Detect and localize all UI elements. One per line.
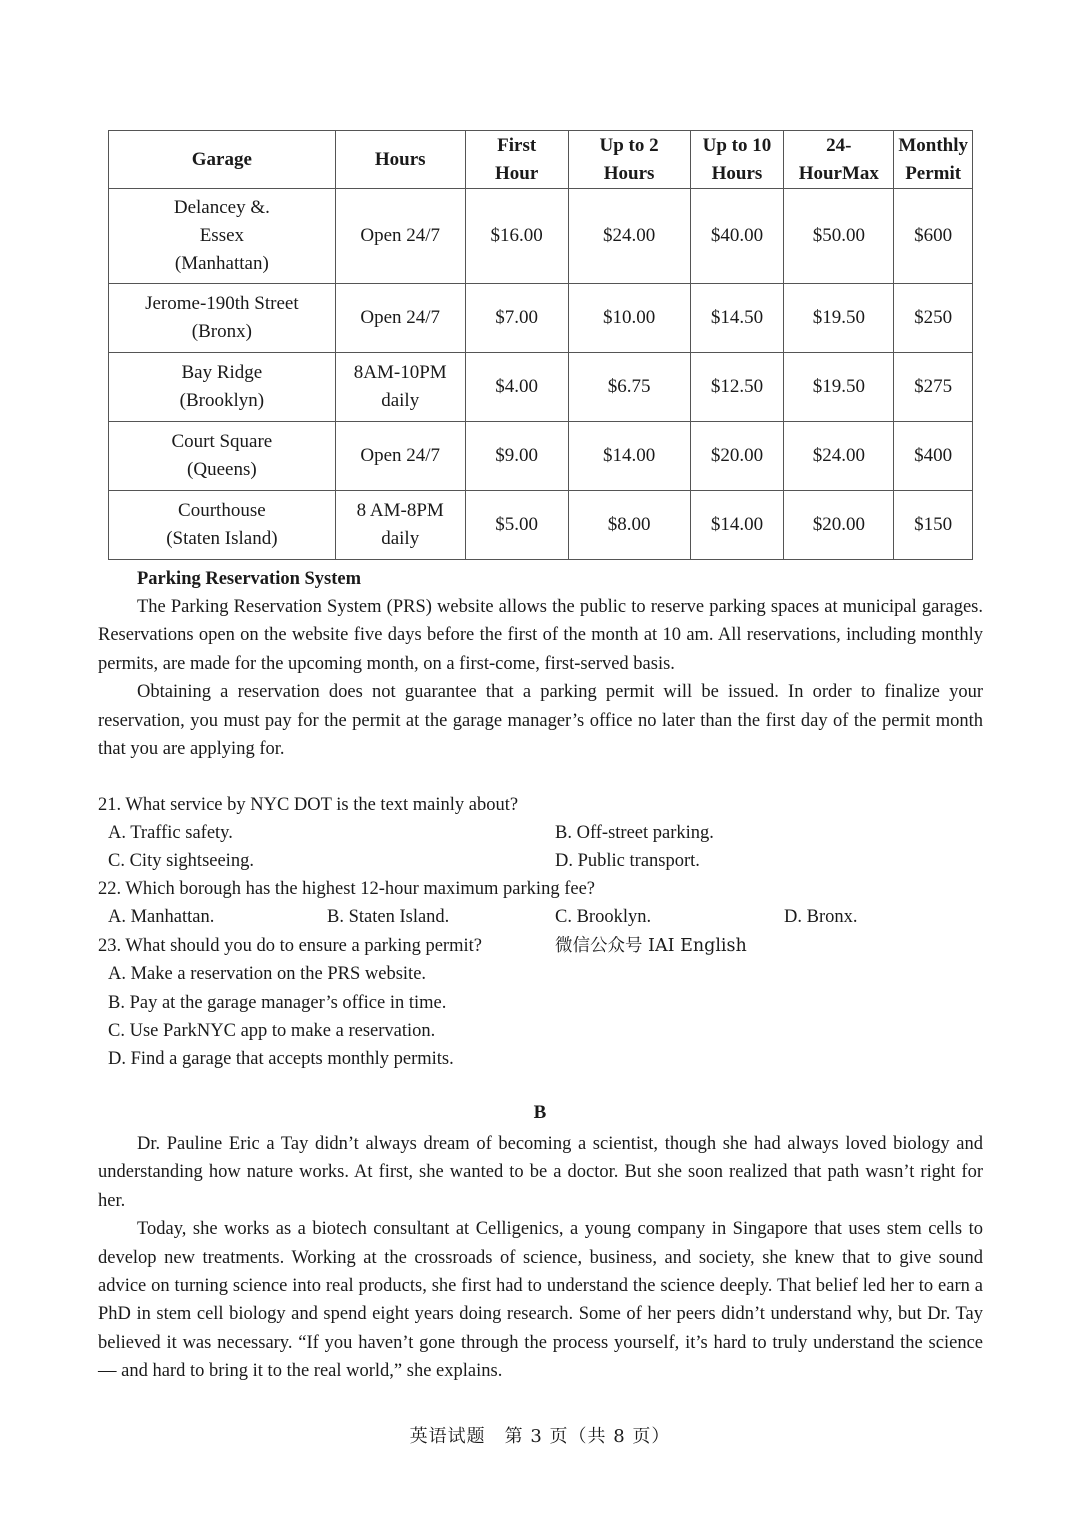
header-up-to-2: Up to 2 Hours [568, 131, 690, 189]
option-21c: C. City sightseeing. [108, 851, 254, 871]
header-first-hour: First Hour [465, 131, 568, 189]
option-21d: D. Public transport. [555, 851, 700, 871]
option-23c: C. Use ParkNYC app to make a reservation. [108, 1021, 436, 1041]
up-to-2-cell: $14.00 [568, 422, 690, 491]
up-to-10-cell: $40.00 [690, 189, 784, 284]
option-22b: B. Staten Island. [327, 907, 450, 927]
hours-cell: 8 AM-8PM daily [335, 491, 465, 560]
prs-paragraph-1: The Parking Reservation System (PRS) website allows the public to reserve parking spaces at municipal garages. Reservations open on the website five days before the first of the month at 10 am. All reservations, including monthly permits, are made for the upcoming month, on a first-come, first-served basis. [98, 597, 983, 674]
hours-cell: Open 24/7 [335, 284, 465, 353]
question-21: 21. What service by NYC DOT is the text mainly about? [98, 795, 519, 815]
hours-cell: Open 24/7 [335, 189, 465, 284]
garage-cell: Bay Ridge (Brooklyn) [109, 353, 336, 422]
table-row [109, 284, 973, 353]
section-b-paragraph-2: Today, she works as a biotech consultant at Celligenics, a young company in Singapore that uses stem cells to develop new treatments. Working at the crossroads of science, business, and society, she knew that to give sound advice on turning science into real products, she first had to understand the science deeply. That belief led her to earn a PhD in stem cell biology and spend eight years doing research. Some of her peers didn’t understand why, but Dr. Tay believed it was necessary. “If you haven’t gone through the process yourself, it’s hard to truly understand the science — and hard to bring it to the real world,” she explains. [98, 1219, 983, 1382]
prs-heading: Parking Reservation System [137, 569, 362, 589]
option-23b: B. Pay at the garage manager’s office in time. [108, 993, 447, 1013]
first-hour-cell: $5.00 [465, 491, 568, 560]
up-to-10-cell: $14.00 [690, 491, 784, 560]
table-header-row [109, 131, 973, 189]
header-hours: Hours [335, 131, 465, 189]
garage-fee-table [108, 130, 973, 560]
garage-cell: Court Square (Queens) [109, 422, 336, 491]
up-to-10-cell: $20.00 [690, 422, 784, 491]
up-to-10-cell: $14.50 [690, 284, 784, 353]
monthly-cell: $400 [894, 422, 973, 491]
up-to-2-cell: $10.00 [568, 284, 690, 353]
monthly-cell: $250 [894, 284, 973, 353]
option-21a: A. Traffic safety. [108, 823, 233, 843]
header-up-to-10: Up to 10 Hours [690, 131, 784, 189]
page-footer: 英语试题 第 3 页（共 8 页） [409, 1426, 671, 1447]
monthly-cell: $150 [894, 491, 973, 560]
up-to-10-cell: $12.50 [690, 353, 784, 422]
option-23a: A. Make a reservation on the PRS website. [108, 964, 427, 984]
question-22: 22. Which borough has the highest 12-hour maximum parking fee? [98, 879, 595, 899]
monthly-cell: $275 [894, 353, 973, 422]
monthly-cell: $600 [894, 189, 973, 284]
first-hour-cell: $7.00 [465, 284, 568, 353]
option-22c: C. Brooklyn. [555, 907, 652, 927]
option-21b: B. Off-street parking. [555, 823, 714, 843]
up-to-2-cell: $8.00 [568, 491, 690, 560]
garage-cell: Delancey &. Essex (Manhattan) [109, 189, 336, 284]
max-24-cell: $19.50 [784, 284, 894, 353]
header-garage: Garage [109, 131, 336, 189]
max-24-cell: $50.00 [784, 189, 894, 284]
prs-paragraph-2: Obtaining a reservation does not guarantee that a parking permit will be issued. In order to finalize your reservation, you must pay for the permit at the garage manager’s office no later than the first day of the permit month that you are applying for. [98, 682, 983, 760]
up-to-2-cell: $6.75 [568, 353, 690, 422]
hours-cell: Open 24/7 [335, 422, 465, 491]
option-22a: A. Manhattan. [108, 907, 215, 927]
first-hour-cell: $4.00 [465, 353, 568, 422]
max-24-cell: $19.50 [784, 353, 894, 422]
max-24-cell: $20.00 [784, 491, 894, 560]
option-22d: D. Bronx. [784, 907, 858, 927]
section-b-paragraph-1: Dr. Pauline Eric a Tay didn’t always dream of becoming a scientist, though she had always loved biology and understanding how nature works. At first, she wanted to be a doctor. But she soon realized that path wasn’t right for her. [98, 1134, 983, 1211]
max-24-cell: $24.00 [784, 422, 894, 491]
header-monthly-permit: Monthly Permit [894, 131, 973, 189]
question-23: 23. What should you do to ensure a parking permit? [98, 936, 482, 956]
first-hour-cell: $9.00 [465, 422, 568, 491]
hours-cell: 8AM-10PM daily [335, 353, 465, 422]
garage-cell: Jerome-190th Street (Bronx) [109, 284, 336, 353]
table-row [109, 353, 973, 422]
table-row [109, 189, 973, 284]
section-b-title: B [533, 1102, 547, 1123]
table-row [109, 491, 973, 560]
option-23d: D. Find a garage that accepts monthly permits. [108, 1049, 454, 1069]
first-hour-cell: $16.00 [465, 189, 568, 284]
table-row [109, 422, 973, 491]
prs-section [98, 593, 983, 763]
up-to-2-cell: $24.00 [568, 189, 690, 284]
header-24-hour-max: 24- HourMax [784, 131, 894, 189]
watermark-text: 微信公众号 IAI English [555, 936, 747, 956]
section-b-text [98, 1130, 983, 1386]
garage-cell: Courthouse (Staten Island) [109, 491, 336, 560]
